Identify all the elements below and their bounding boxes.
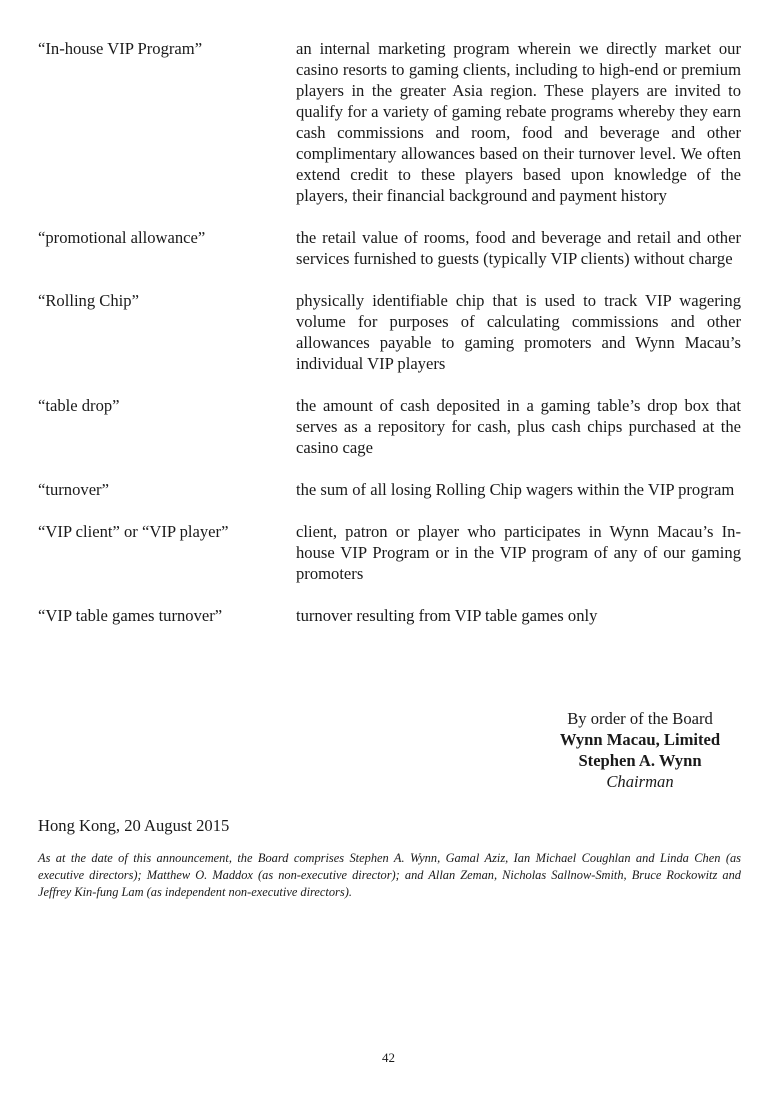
definition-row [38, 521, 741, 584]
definition-text: the retail value of rooms, food and beverage and retail and other services furnished to guests (typically VIP clients) without charge [296, 228, 741, 268]
signature-block [520, 708, 760, 792]
definition-text: client, patron or player who participates in Wynn Macau’s In-house VIP Program or in the VIP program of any of our gaming promoters [296, 522, 741, 583]
signature-title: Chairman [606, 772, 674, 791]
signature-company: Wynn Macau, Limited [559, 730, 721, 749]
place-date: Hong Kong, 20 August 2015 [38, 816, 230, 835]
board-composition-note: As at the date of this announcement, the Board comprises Stephen A. Wynn, Gamal Aziz, Ian Michael Coughlan and Linda Chen (as executive directors); Matthew O. Maddox (as non-executive director); and Allan Zeman, Nicholas Sallnow-Smith, Bruce Rockowitz and Jeffrey Kin-fung Lam (as independent non-executive directors). [38, 851, 741, 899]
definition-term: “VIP table games turnover” [38, 606, 223, 625]
definition-text: an internal marketing program wherein we directly market our casino resorts to gaming clients, including to high-end or premium players in the greater Asia region. These players are invited to qualify for a variety of gaming rebate programs whereby they earn cash commissions and room, food and beverage and other complimentary allowances based on their turnover level. We often extend credit to these players based upon knowledge of the players, their financial background and payment history [296, 39, 741, 205]
definition-row [38, 38, 741, 206]
definition-term: “promotional allowance” [38, 228, 206, 247]
definition-row [38, 395, 741, 458]
definition-text: the sum of all losing Rolling Chip wagers within the VIP program [296, 480, 735, 499]
definition-row [38, 227, 741, 269]
page-number: 42 [382, 1050, 395, 1065]
definition-term: “Rolling Chip” [38, 291, 139, 310]
definition-term: “In-house VIP Program” [38, 39, 203, 58]
signature-name: Stephen A. Wynn [578, 751, 702, 770]
definition-row [38, 479, 741, 500]
definition-term: “table drop” [38, 396, 120, 415]
definition-text: turnover resulting from VIP table games only [296, 606, 598, 625]
definition-term: “VIP client” or “VIP player” [38, 522, 229, 541]
definition-row [38, 290, 741, 374]
definition-row [38, 605, 741, 626]
definition-text: physically identifiable chip that is used to track VIP wagering volume for purposes of calculating commissions and other allowances payable to gaming promoters and Wynn Macau’s individual VIP players [296, 291, 741, 373]
signature-order-line: By order of the Board [567, 709, 713, 728]
definition-term: “turnover” [38, 480, 109, 499]
definition-text: the amount of cash deposited in a gaming table’s drop box that serves as a repository for cash, plus cash chips purchased at the casino cage [296, 396, 741, 457]
definitions-list [38, 38, 741, 647]
